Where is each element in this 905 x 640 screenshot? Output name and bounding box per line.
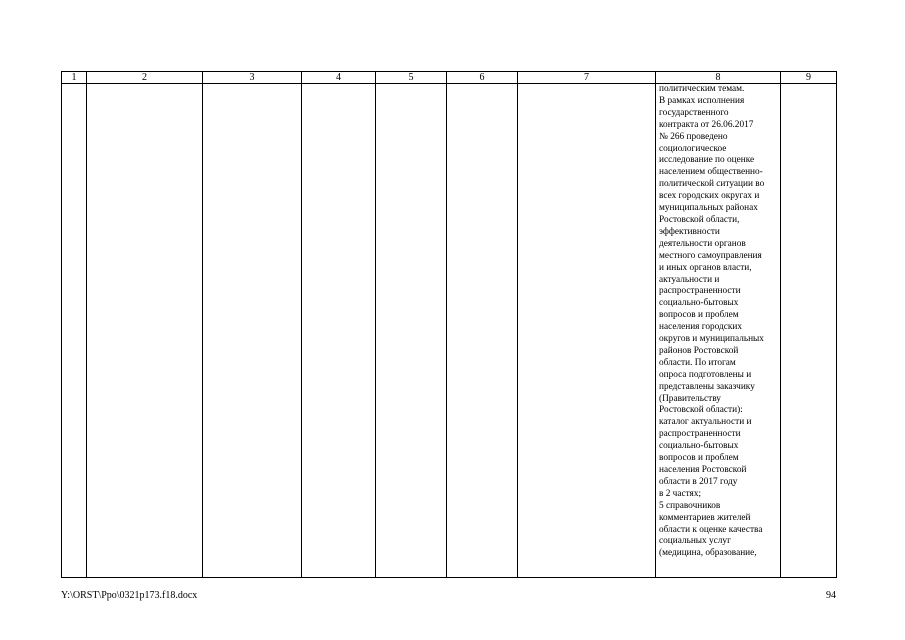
cell-text-line: Ростовской области): xyxy=(659,405,743,416)
cell-text-line: комментариев жителей xyxy=(659,512,751,523)
cell-col-3 xyxy=(203,84,302,578)
column-header-5: 5 xyxy=(376,72,447,84)
column-header-1: 1 xyxy=(62,72,87,84)
cell-col-8-text xyxy=(656,84,781,578)
cell-text-line: социально-бытовых xyxy=(659,298,739,309)
table-row xyxy=(62,84,837,578)
cell-text-line: районов Ростовской xyxy=(659,345,739,356)
header-row xyxy=(62,72,837,84)
cell-text-line: государственного xyxy=(659,107,729,118)
cell-col-1 xyxy=(62,84,87,578)
cell-text-line: населением общественно- xyxy=(659,167,763,178)
cell-text-line: социальных услуг xyxy=(659,536,731,547)
cell-text-line: Ростовской области, xyxy=(659,214,740,225)
cell-text-line: области. По итогам xyxy=(659,357,736,368)
column-header-4: 4 xyxy=(302,72,376,84)
cell-col-2 xyxy=(87,84,203,578)
cell-text-line: области к оценке качества xyxy=(659,524,763,535)
cell-text-line: населения Ростовской xyxy=(659,465,747,475)
column-header-8: 8 xyxy=(656,72,781,84)
column-header-6: 6 xyxy=(447,72,518,84)
cell-text-line: и иных органов власти, xyxy=(659,262,752,273)
cell-text-line: местного самоуправления xyxy=(659,250,762,261)
cell-text-line: эффективности xyxy=(659,226,720,237)
cell-text-line: каталог актуальности и xyxy=(659,417,752,428)
cell-text-line: актуальности и xyxy=(659,274,720,285)
cell-text-line: (Правительству xyxy=(659,393,721,404)
cell-text-line: представлены заказчику xyxy=(659,381,755,392)
cell-text-line: вопросов и проблем xyxy=(659,453,739,464)
cell-text-line: исследование по оценке xyxy=(659,155,755,166)
cell-text-line: № 266 проведено xyxy=(659,131,728,142)
cell-text-line: политической ситуации во xyxy=(659,179,765,190)
column-header-3: 3 xyxy=(203,72,302,84)
cell-text-line: области в 2017 году xyxy=(659,476,738,487)
cell-text-line: в 2 частях; xyxy=(659,488,702,499)
cell-text-line: В рамках исполнения xyxy=(659,95,745,106)
cell-text-line: вопросов и проблем xyxy=(659,310,739,321)
cell-text-line: муниципальных районах xyxy=(659,203,758,214)
cell-col-4 xyxy=(302,84,376,578)
cell-col-5 xyxy=(376,84,447,578)
column-header-2: 2 xyxy=(87,72,203,84)
cell-col-6 xyxy=(447,84,518,578)
footer-file-path: Y:\ORST\Ppo\0321p173.f18.docx xyxy=(61,590,198,601)
cell-col-9 xyxy=(781,84,837,578)
cell-col-7 xyxy=(518,84,656,578)
column-header-9: 9 xyxy=(781,72,837,84)
cell-text-line: контракта от 26.06.2017 xyxy=(659,119,754,130)
page-number: 94 xyxy=(826,590,836,601)
cell-text-line: деятельности органов xyxy=(659,238,746,249)
cell-text-line: (медицина, образование, xyxy=(659,548,757,559)
cell-text-line: социально-бытовых xyxy=(659,441,739,452)
cell-text-line: всех городских округах и xyxy=(659,191,760,202)
cell-text-line: распространенности xyxy=(659,286,741,297)
cell-text-line: округов и муниципальных xyxy=(659,334,764,345)
cell-text-line: опроса подготовлены и xyxy=(659,369,752,380)
cell-text-line: социологическое xyxy=(659,143,727,154)
cell-text-line: 5 справочников xyxy=(659,500,721,511)
cell-text-line: населения городских xyxy=(659,322,743,333)
document-table xyxy=(61,71,837,578)
cell-text-line: распространенности xyxy=(659,429,741,440)
cell-text-line: политическим темам. xyxy=(659,84,745,94)
column-header-7: 7 xyxy=(518,72,656,84)
